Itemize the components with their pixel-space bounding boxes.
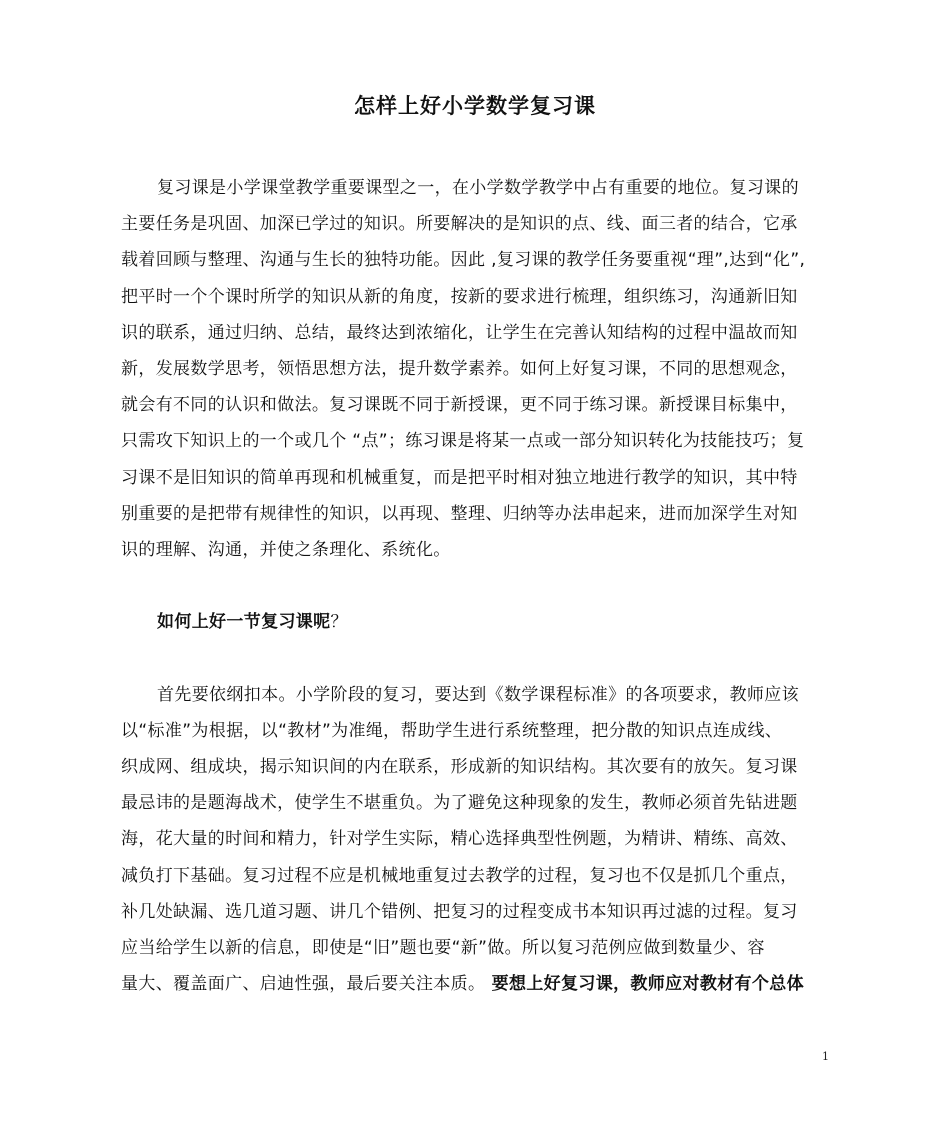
text-line: 主要任务是巩固、加深已学过的知识。所要解决的是知识的点、线、面三者的结合，它承	[121, 214, 798, 235]
text-line: 习课不是旧知识的简单再现和机械重复，而是把平时相对独立地进行教学的知识，其中特	[121, 467, 798, 488]
text-line-last	[121, 966, 831, 1002]
text-line-normal: 量大、覆盖面广、启迪性强，最后要关注本质。	[121, 974, 486, 995]
text-line: 以“标准”为根据，以“教材”为准绳，帮助学生进行系统整理，把分散的知识点连成线、	[121, 720, 783, 741]
text-line: 就会有不同的认识和做法。复习课既不同于新授课，更不同于练习课。新授课目标集中，	[121, 395, 798, 416]
text-line: 识的联系，通过归纳、总结，最终达到浓缩化，让学生在完善认知结构的过程中温故而知	[121, 322, 798, 343]
section-heading-mark: ？	[330, 612, 348, 633]
text-line: 把平时一个个课时所学的知识从新的角度，按新的要求进行梳理，组织练习，沟通新旧知	[121, 286, 798, 307]
text-line: 最忌讳的是题海战术，使学生不堪重负。为了避免这种现象的发生，教师必须首先钻进题	[121, 793, 798, 814]
paragraph-intro	[121, 170, 831, 568]
text-line: 减负打下基础。复习过程不应是机械地重复过去教学的过程，复习也不仅是抓几个重点，	[121, 865, 798, 886]
text-line-emphasis: 要想上好复习课，教师应对教材有个总体	[485, 974, 804, 995]
paragraph-method	[121, 677, 831, 1003]
text-line: 补几处缺漏、选几道习题、讲几个错例、把复习的过程变成书本知识再过滤的过程。复习	[121, 901, 798, 922]
section-heading-text: 如何上好一节复习课呢	[157, 612, 331, 633]
text-line: 只需攻下知识上的一个或几个 “点”；练习课是将某一点或一部分知识转化为技能技巧；复	[121, 431, 805, 452]
paragraph-gap	[121, 640, 831, 676]
text-line: 新，发展数学思考，领悟思想方法，提升数学素养。如何上好复习课，不同的思想观念，	[121, 358, 798, 379]
paragraph-gap	[121, 568, 831, 604]
text-line: 应当给学生以新的信息，即使是“旧”题也要“新”做。所以复习范例应做到数量少、容	[121, 937, 765, 958]
text-line: 织成网、组成块，揭示知识间的内在联系，形成新的知识结构。其次要有的放矢。复习课	[121, 757, 798, 777]
text-line: 海，花大量的时间和精力，针对学生实际，精心选择典型性例题，为精讲、精练、高效、	[121, 829, 798, 850]
section-heading	[121, 604, 831, 640]
text-line: 别重要的是把带有规律性的知识，以再现、整理、归纳等办法串起来，进而加深学生对知	[121, 503, 798, 524]
document-title: 怎样上好小学数学复习课	[354, 94, 596, 118]
text-line: 识的理解、沟通，并使之条理化、系统化。	[121, 539, 451, 560]
text-line: 复习课是小学课堂教学重要课型之一，在小学数学教学中占有重要的地位。复习课的	[157, 178, 799, 198]
document-body	[121, 170, 831, 1002]
text-line: 载着回顾与整理、沟通与生长的独特功能。因此 ,复习课的教学任务要重视“理”,达到“化”,	[121, 250, 806, 271]
page-number: 1	[822, 1050, 829, 1063]
text-line: 首先要依纲扣本。小学阶段的复习，要达到《数学课程标准》的各项要求，教师应该	[157, 684, 799, 705]
